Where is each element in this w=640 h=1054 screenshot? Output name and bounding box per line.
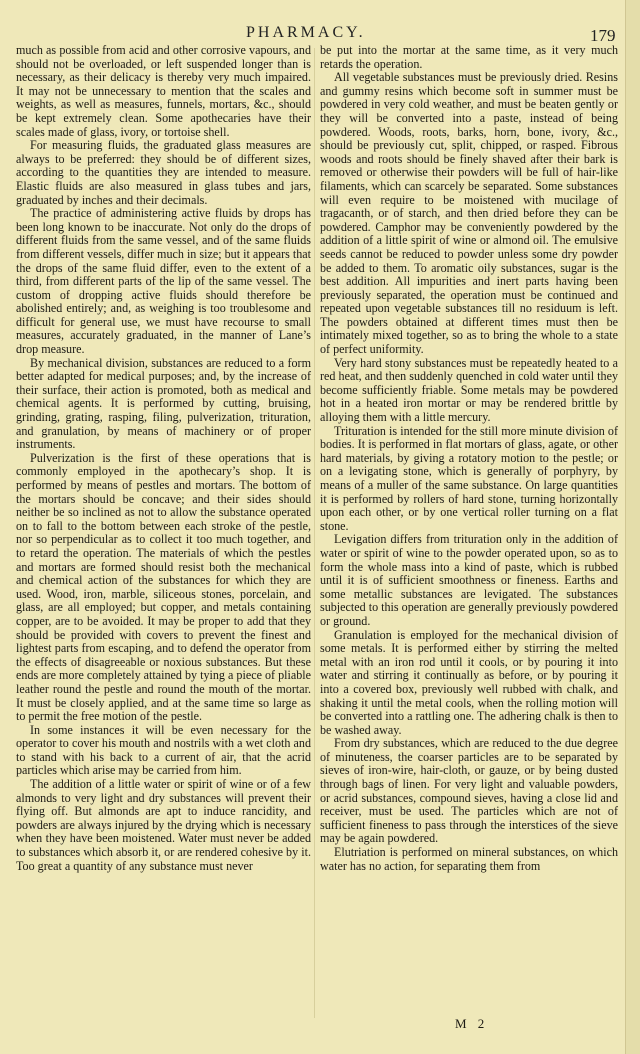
paragraph: From dry substances, which are reduced to the due degree of minuteness, the coarser particles are to be separated by sieves of iron-wire, hair-cloth, or gauze, or by being dusted through bags of linen. For very light and valuable powders, or acrid substances, compound sieves, having a close lid and receiver, must be used. The particles which are not of sufficient fineness to pass through the interstices of the sieve may be again powdered. (320, 736, 618, 846)
paragraph: In some instances it will be even necessary for the operator to cover his mouth and nostrils with a wet cloth and to stand with his back to a current of air, that the acrid particles which arise may be carried from him. (16, 722, 311, 778)
paragraph: be put into the mortar at the same time, as it very much retards the operation. (320, 43, 618, 71)
paragraph: The practice of administering active fluids by drops has been long known to be inaccurate. Not only do the drops of different fluids from the same vessel, and of the same fluids from different vessels, differ much in size; but it appears that the drops of the same fluid differ, even to the extent of a third, from different parts of the lip of the same vessel. The custom of dropping active fluids should therefore be abolished entirely; and, as weighing is too troublesome and difficult for general use, we must have recourse to small measures, accurately graduated, in the manner of Lane’s drop measure. (16, 206, 311, 357)
paragraph: Trituration is intended for the still more minute division of bodies. It is performed in flat mortars of glass, agate, or other hard materials, by giving a rotatory motion to the pestle; or on a levigating stone, which is generally of porphyry, by means of a muller of the same substance. On large quantities it is performed by rollers of hard stone, turning horizontally upon each other, or by one vertical roller turning on a flat stone. (320, 423, 618, 533)
column-divider (314, 48, 315, 1018)
paragraph: For measuring fluids, the graduated glass measures are always to be preferred: they should be of different sizes, according to the quantities they are intended to measure. Elastic fluids are also measured in glass tubes and jars, graduated by inches and their decimals. (16, 138, 311, 207)
page-number: 179 (590, 26, 616, 45)
running-head: PHARMACY. (246, 24, 366, 41)
right-column (320, 44, 618, 873)
paragraph: All vegetable substances must be previously dried. Resins and gummy resins which become soft in summer must be powdered in very cold weather, and must be beaten gently or they will be converted into a paste, instead of being powdered. Woods, roots, barks, horn, bone, ivory, &c., should be previously cut, split, chipped, or rasped. Fibrous woods and roots should be finely shaved after their bark is removed or otherwise their powders will be full of hair-like filaments, which can scarcely be separated. Some substances will even require to be moistened with mucilage of tragacanth, or of starch, and then dried before they can be powdered. Camphor may be conveniently powdered by the addition of a little spirit of wine or almond oil. The emulsive seeds cannot be reduced to powder unless some dry powder be added to them. To aromatic oily substances, sugar is the best addition. All impurities and inert parts having been previously separated, the operation must be continued and repeated upon vegetable substances till no residuum is left. The powders obtained at different times must then be intimately mixed together, so as to bring the whole to a state of perfect uniformity. (320, 70, 618, 357)
paragraph: Levigation differs from trituration only in the addition of water or spirit of wine to the powder operated upon, so as to form the whole mass into a kind of paste, which is rubbed until it is of sufficient smoothness or fineness. Earths and some metallic substances are levigated. The substances subjected to this operation are generally previously powdered or ground. (320, 532, 618, 628)
paragraph: much as possible from acid and other corrosive vapours, and should not be overloaded, or left suspended longer than is necessary, as their delicacy is thereby very much impaired. It may not be unnecessary to mention that the scales and weights, as well as measures, funnels, mortars, &c., should be kept extremely clean. Some apothecaries have their scales made of glass, ivory, or tortoise shell. (16, 43, 311, 139)
paragraph: Pulverization is the first of these operations that is commonly employed in the apothecary’s shop. It is performed by means of pestles and mortars. The bottom of the mortars should be concave; and their sides should neither be so inclined as not to allow the substance operated on to fall to the bottom between each stroke of the pestle, nor so perpendicular as to collect it too much together, and to retard the operation. The materials of which the pestles and mortars are formed should resist both the mechanical and chemical action of the substances for which they are used. Wood, iron, marble, siliceous stones, porcelain, and glass, are all employed; but copper, and metals containing copper, are to be avoided. It may be proper to add that they should be provided with covers to prevent the finest and lightest parts from escaping, and to defend the operator from the effects of disagreeable or noxious substances. But these ends are more completely attained by tying a piece of pliable leather round the pestle and round the mouth of the mortar. It must be closely applied, and at the same time so large as to permit the free motion of the pestle. (16, 450, 311, 724)
page-edge (625, 0, 640, 1054)
signature-mark: M 2 (455, 1016, 489, 1031)
paragraph: Granulation is employed for the mechanical division of some metals. It is performed either by stirring the melted metal with an iron rod until it cools, or by pouring it into water and stirring it continually as before, or by pouring it into a covered box, previously well rubbed with chalk, and shaking it until the metal cools, when the rolling motion will be converted into a rattling one. The adhering chalk is then to be washed away. (320, 627, 618, 737)
paragraph: Very hard stony substances must be repeatedly heated to a red heat, and then suddenly quenched in cold water until they become sufficiently friable. Some metals may be powdered hot in a heated iron mortar or may be rendered brittle by alloying them with a little mercury. (320, 355, 618, 425)
paragraph: The addition of a little water or spirit of wine or of a few almonds to very light and dry substances will prevent their flying off. But almonds are apt to induce rancidity, and powders are always injured by the drying which is necessary when they have been moistened. Water must never be added to substances which absorb it, or are rendered cohesive by it. Too great a quantity of any substance must never (16, 777, 311, 873)
paragraph: By mechanical division, substances are reduced to a form better adapted for medical purposes; and, by the increase of their surface, their action is promoted, both as medical and chemical agents. It is performed by cutting, bruising, grinding, grating, rasping, filing, pulverization, trituration, and granulation, by means of machinery or of proper instruments. (16, 355, 311, 452)
paragraph: Elutriation is performed on mineral substances, on which water has no action, for separating them from (320, 845, 618, 873)
left-column (16, 44, 311, 873)
